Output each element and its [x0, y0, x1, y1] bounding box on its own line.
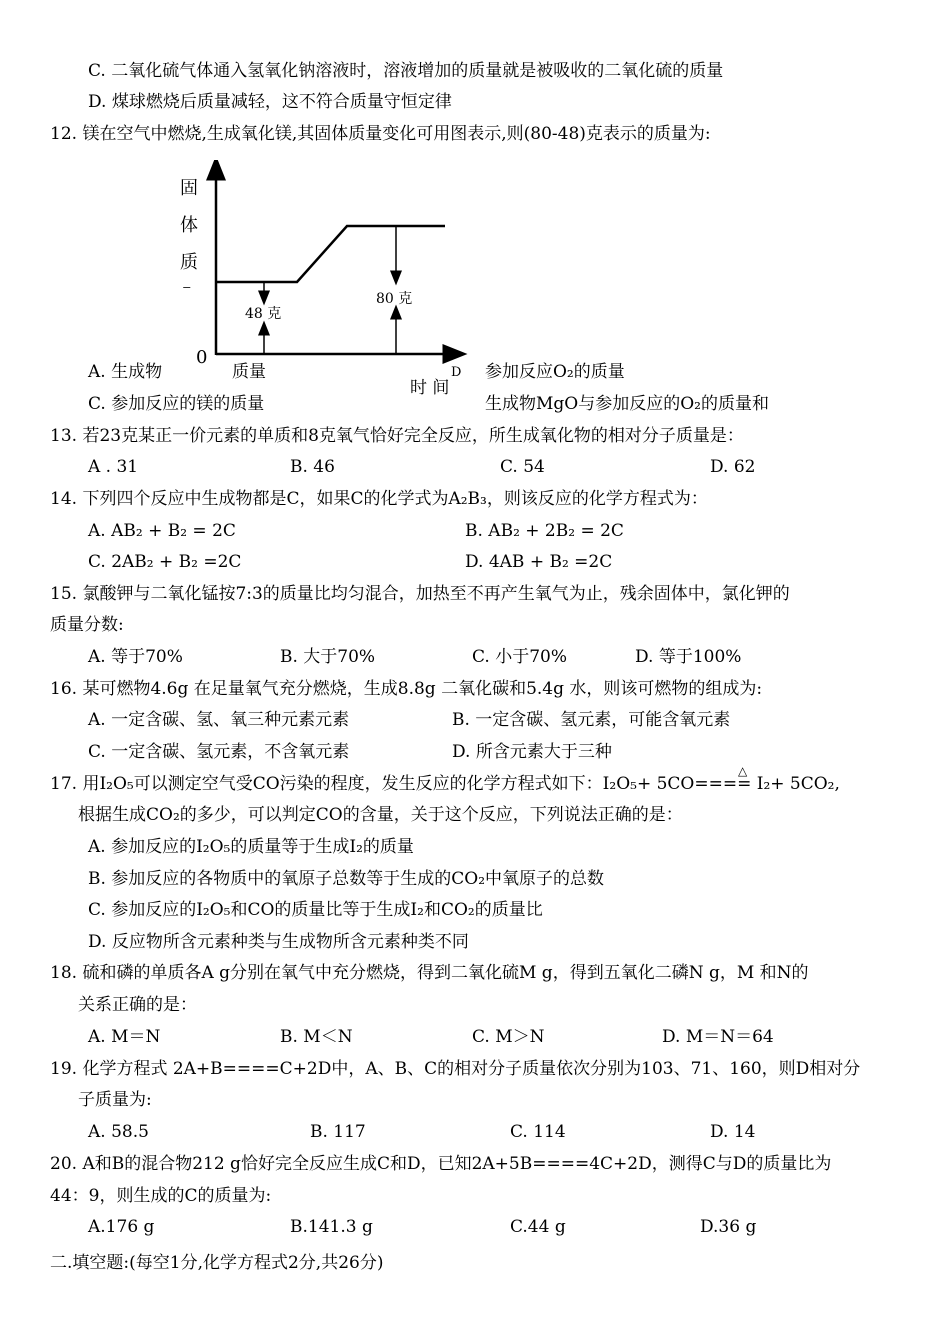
origin-label: 0 — [196, 347, 208, 368]
q16-option-d: D. 所含元素大于三种 — [452, 742, 612, 762]
q20-option-a: A.176 g — [88, 1217, 155, 1237]
q13-option-c: C. 54 — [500, 457, 545, 477]
q15-stem-line-1: 15. 氯酸钾与二氧化锰按7:3的质量比均匀混合，加热至不再产生氧气为止，残余固体中，氯化钾的 — [50, 584, 790, 604]
q20-option-b: B.141.3 g — [290, 1217, 373, 1237]
section-2-heading: 二.填空题:(每空1分,化学方程式2分,共26分) — [50, 1253, 384, 1273]
q20-option-d: D.36 g — [700, 1217, 757, 1237]
q15-option-c: C. 小于70% — [472, 647, 567, 667]
q18-option-b: B. M＜N — [280, 1027, 353, 1047]
q13-stem: 13. 若23克某正一价元素的单质和8克氧气恰好完全反应，所生成氧化物的相对分子质量是： — [50, 426, 744, 446]
q14-stem: 14. 下列四个反应中生成物都是C，如果C的化学式为A₂B₃，则该反应的化学方程式为： — [50, 489, 708, 509]
q11-option-c: C. 二氧化硫气体通入氢氧化钠溶液时，溶液增加的质量就是被吸收的二氧化硫的质量 — [88, 61, 724, 81]
q16-stem: 16. 某可燃物4.6g 在足量氧气充分燃烧，生成8.8g 二氧化碳和5.4g 水，则该可燃物的组成为: — [50, 679, 763, 699]
q17-option-d: D. 反应物所含元素种类与生成物所含元素种类不同 — [88, 932, 469, 952]
q20-stem-line-2: 44：9，则生成的C的质量为: — [50, 1186, 272, 1206]
q15-stem-line-2: 质量分数: — [50, 615, 124, 635]
q18-option-c: C. M＞N — [472, 1027, 545, 1047]
q18-option-d: D. M＝N＝64 — [662, 1027, 774, 1047]
q19-stem-line-1: 19. 化学方程式 2A+B====C+2D中，A、B、C的相对分子质量依次分别为103、71、160，则D相对分 — [50, 1059, 861, 1079]
y-label-char-3: 质 — [180, 252, 198, 273]
q17-option-b: B. 参加反应的各物质中的氧原子总数等于生成的CO₂中氧原子的总数 — [88, 869, 605, 889]
q12-option-a-mass: 质量 — [232, 362, 266, 382]
q19-option-d: D. 14 — [710, 1122, 756, 1142]
label-80-grams: 80 克 — [376, 291, 413, 307]
q14-option-c: C. 2AB₂ + B₂ =2C — [88, 552, 242, 572]
q14-option-b: B. AB₂ + 2B₂ = 2C — [465, 521, 624, 541]
q20-stem-line-1: 20. A和B的混合物212 g恰好完全反应生成C和D，已知2A+5B====4C+2D，测得C与D的质量比为 — [50, 1154, 832, 1174]
y-label-char-4: ⁻ — [182, 281, 192, 302]
x-axis-label: 时 间 — [410, 378, 450, 398]
q19-stem-line-2: 子质量为: — [78, 1090, 152, 1110]
q15-option-b: B. 大于70% — [280, 647, 376, 667]
q18-stem-line-1: 18. 硫和磷的单质各A g分别在氧气中充分燃烧，得到二氧化硫M g，得到五氧化二磷N g，M 和N的 — [50, 963, 809, 983]
label-48-grams: 48 克 — [245, 306, 282, 322]
q13-option-b: B. 46 — [290, 457, 335, 477]
q15-option-d: D. 等于100% — [635, 647, 742, 667]
q15-option-a: A. 等于70% — [88, 647, 183, 667]
x-axis-clip-letter: D — [451, 365, 462, 380]
q16-option-a: A. 一定含碳、氢、氧三种元素元素 — [88, 710, 350, 730]
y-label-char-1: 固 — [180, 178, 198, 199]
q13-option-d: D. 62 — [710, 457, 756, 477]
mass-time-graph — [175, 160, 485, 395]
q20-option-c: C.44 g — [510, 1217, 566, 1237]
q14-option-d: D. 4AB + B₂ =2C — [465, 552, 613, 572]
q11-option-d: D. 煤球燃烧后质量减轻，这不符合质量守恒定律 — [88, 92, 452, 112]
q19-option-a: A. 58.5 — [88, 1122, 149, 1142]
q17-stem-line-2: 根据生成CO₂的多少，可以判定CO的含量，关于这个反应，下列说法正确的是： — [78, 805, 683, 825]
q18-option-a: A. M＝N — [88, 1027, 161, 1047]
q19-option-b: B. 117 — [310, 1122, 366, 1142]
q13-option-a: A . 31 — [88, 457, 139, 477]
q12-option-a: A. 生成物 — [88, 362, 163, 382]
q19-option-c: C. 114 — [510, 1122, 566, 1142]
q12-option-b: 参加反应O₂的质量 — [485, 362, 625, 382]
q12-figure — [175, 160, 485, 398]
q16-option-b: B. 一定含碳、氢元素，可能含氧元素 — [452, 710, 731, 730]
y-label-char-2: 体 — [180, 215, 198, 236]
q17-option-a: A. 参加反应的I₂O₅的质量等于生成I₂的质量 — [88, 837, 414, 857]
q12-option-c: C. 参加反应的镁的质量 — [88, 394, 265, 414]
mass-curve — [216, 226, 445, 282]
q17-option-c: C. 参加反应的I₂O₅和CO的质量比等于生成I₂和CO₂的质量比 — [88, 900, 543, 920]
heat-symbol: △ — [738, 764, 748, 778]
q17-stem-line-1: 17. 用I₂O₅可以测定空气受CO污染的程度，发生反应的化学方程式如下：I₂O₅+ 5CO==== I₂+ 5CO₂, — [50, 774, 840, 794]
q12-stem: 12. 镁在空气中燃烧,生成氧化镁,其固体质量变化可用图表示,则(80-48)克表示的质量为: — [50, 124, 711, 144]
q16-option-c: C. 一定含碳、氢元素，不含氧元素 — [88, 742, 350, 762]
q14-option-a: A. AB₂ + B₂ = 2C — [88, 521, 236, 541]
q18-stem-line-2: 关系正确的是： — [78, 995, 197, 1015]
q12-option-d: 生成物MgO与参加反应的O₂的质量和 — [485, 394, 769, 414]
